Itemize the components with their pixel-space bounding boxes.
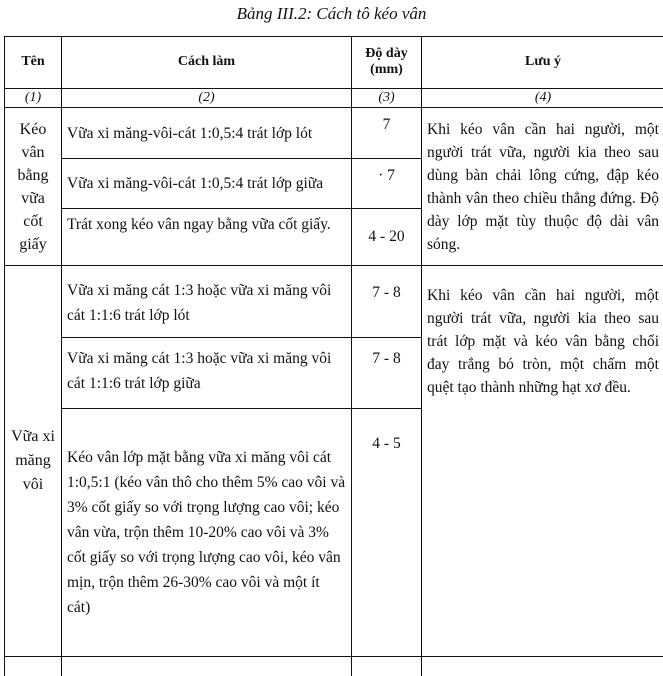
table-caption: Bảng III.2: Cách tô kéo vân xyxy=(0,4,663,24)
thickness-cell: · 7 xyxy=(352,159,422,209)
method-cell: Vữa xi măng cát 1:3 hoặc vữa xi măng vôi cát 1:1:6 trát lớp lót xyxy=(62,265,352,337)
empty-cell xyxy=(422,657,663,676)
table-row xyxy=(5,108,663,159)
table-row xyxy=(5,657,663,676)
method-cell: Trát xong kéo vân ngay bằng vữa cốt giấy. xyxy=(62,209,352,266)
group1-note: Khi kéo vân cần hai người, một người trát vữa, người kia theo sau dùng bàn chải lông cứng, đập kéo thành vân theo chiều thẳng đứng. Độ dày lớp mặt tùy thuộc độ dài vân sóng. xyxy=(422,108,663,265)
index-cell: (2) xyxy=(62,88,352,108)
method-cell: Vữa xi măng-vôi-cát 1:0,5:4 trát lớp giữa xyxy=(62,159,352,209)
thickness-cell: 7 xyxy=(352,108,422,159)
method-cell: Vữa xi măng-vôi-cát 1:0,5:4 trát lớp lót xyxy=(62,108,352,159)
header-row xyxy=(5,37,663,89)
empty-cell xyxy=(5,657,62,676)
index-row xyxy=(5,88,663,108)
table-row xyxy=(5,265,663,337)
thickness-cell: 7 - 8 xyxy=(352,265,422,337)
empty-cell xyxy=(352,657,422,676)
header-name: Tên xyxy=(5,37,62,89)
thickness-cell: 4 - 5 xyxy=(352,408,422,657)
group2-name: Vữa xi măng vôi xyxy=(5,265,62,656)
header-note: Lưu ý xyxy=(422,37,663,89)
index-cell: (4) xyxy=(422,88,663,108)
empty-cell xyxy=(62,657,352,676)
header-method: Cách làm xyxy=(62,37,352,89)
technique-table xyxy=(4,36,663,676)
thickness-cell: 4 - 20 xyxy=(352,209,422,266)
group1-name: Kéo vân bằng vữa cốt giấy xyxy=(5,108,62,265)
method-cell: Kéo vân lớp mặt bằng vữa xi măng vôi cát 1:0,5:1 (kéo vân thô cho thêm 5% cao vôi và 3% cốt giấy so với trọng lượng cao vôi; kéo vân vừa, trộn thêm 10-20% cao vôi và 3% cốt giấy so với trọng lượng cao vôi, kéo vân mịn, trộn thêm 26-30% cao vôi và một ít cát) xyxy=(62,408,352,657)
header-thickness: Độ dày (mm) xyxy=(352,37,422,89)
index-cell: (3) xyxy=(352,88,422,108)
group2-note: Khi kéo vân cần hai người, một người trát vữa, người kia theo sau trát lớp mặt và kéo vân bằng chổi đay trắng bó tròn, một chấm một quệt tạo thành những hạt xơ đều. xyxy=(422,265,663,656)
method-cell: Vữa xi măng cát 1:3 hoặc vữa xi măng vôi cát 1:1:6 trát lớp giữa xyxy=(62,338,352,408)
index-cell: (1) xyxy=(5,88,62,108)
thickness-cell: 7 - 8 xyxy=(352,338,422,408)
